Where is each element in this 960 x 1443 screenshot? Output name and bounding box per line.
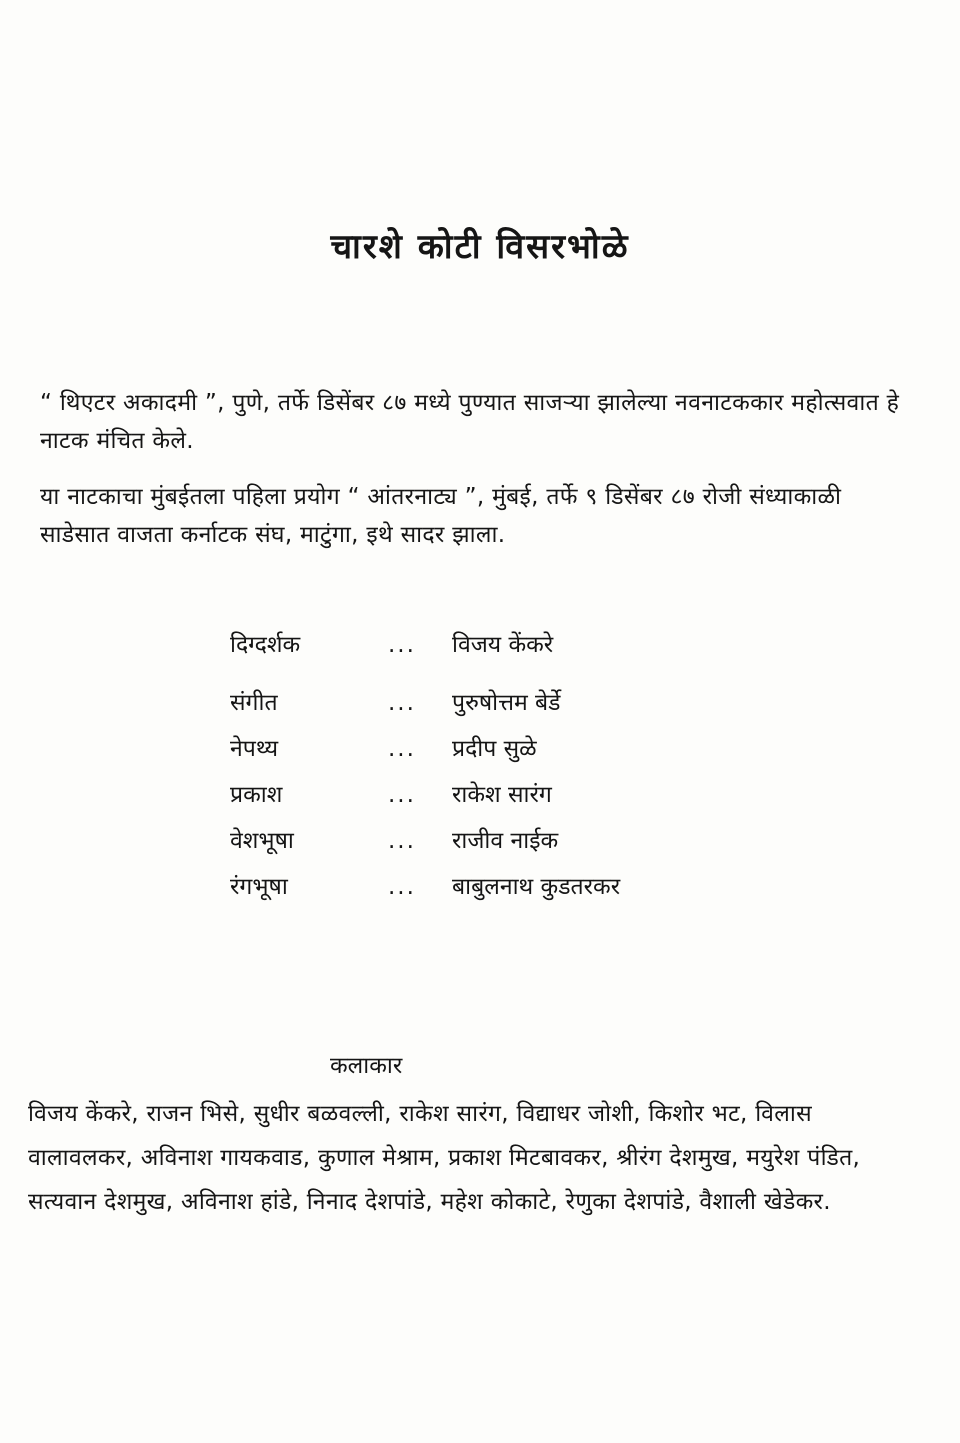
cast-list: विजय केंकरे, राजन भिसे, सुधीर बळवल्ली, राकेश सारंग, विद्याधर जोशी, किशोर भट, विलास वालावलकर, अविनाश गायकवाड, कुणाल मेश्राम, प्रकाश मिटबावकर, श्रीरंग देशमुख, मयुरेश पंडित, सत्यवान देशमुख, अविनाश हांडे, निनाद देशपांडे, महेश कोकाटे, रेणुका देशपांडे, वैशाली खेडेकर. [28, 1101, 861, 1215]
credit-dots: ... [388, 874, 416, 900]
credit-name: प्रदीप सुळे [452, 736, 537, 762]
credit-role: प्रकाश [230, 782, 283, 808]
credit-role: वेशभूषा [230, 828, 294, 854]
credit-role: नेपथ्य [230, 736, 279, 762]
credit-role: दिग्दर्शक [230, 632, 301, 658]
credit-name: बाबुलनाथ कुडतरकर [452, 874, 621, 900]
credit-row-makeup [230, 864, 790, 910]
credit-row-director [230, 622, 790, 680]
credit-name: पुरुषोत्तम बेर्डे [452, 690, 561, 716]
credit-dots: ... [388, 782, 416, 808]
credit-row-lighting [230, 772, 790, 818]
credit-dots: ... [388, 690, 416, 716]
intro-paragraph-mumbai-show: या नाटकाचा मुंबईतला पहिला प्रयोग “ आंतरनाट्य ”, मुंबई, तर्फे ९ डिसेंबर ८७ रोजी संध्याकाळी साडेसात वाजता कर्नाटक संघ, माटुंगा, इथे सादर झाला. [40, 484, 842, 548]
credit-row-set-design [230, 726, 790, 772]
credit-dots: ... [388, 828, 416, 854]
credit-dots: ... [388, 632, 416, 658]
credit-name: राजीव नाईक [452, 828, 559, 854]
cast-heading: कलाकार [330, 1053, 403, 1079]
credit-name: राकेश सारंग [452, 782, 552, 808]
intro-paragraph-premiere: “ थिएटर अकादमी ”, पुणे, तर्फे डिसेंबर ८७ मध्ये पुण्यात साजऱ्या झालेल्या नवनाटककार महोत्सवात हे नाटक मंचित केले. [40, 390, 900, 454]
credit-row-music [230, 680, 790, 726]
credit-name: विजय केंकरे [452, 632, 554, 658]
credits-list [230, 622, 790, 910]
credit-row-costume [230, 818, 790, 864]
play-title: चारशे कोटी विसरभोळे [330, 227, 630, 267]
credit-dots: ... [388, 736, 416, 762]
credit-role: रंगभूषा [230, 874, 288, 900]
credit-role: संगीत [230, 690, 278, 716]
